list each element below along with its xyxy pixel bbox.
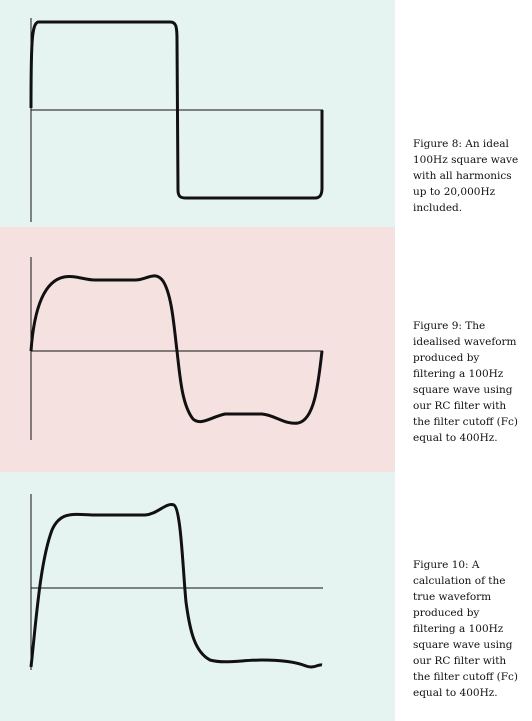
figure-10-panel <box>0 472 395 721</box>
figure-10-plot <box>0 472 395 721</box>
figure-8-caption: Figure 8: An ideal 100Hz square wave with all harmonics up to 20,000Hz included. <box>413 138 519 214</box>
filtered-wave-trace <box>31 276 322 423</box>
figure-10-caption: Figure 10: A calculation of the true waveform produced by filtering a 100Hz square wave using our RC filter with the filter cutoff (Fc) equal to 400Hz. <box>413 559 519 699</box>
figure-8-panel <box>0 0 395 227</box>
figure-9-plot <box>0 227 395 472</box>
figure-9-panel <box>0 227 395 472</box>
true-wave-trace <box>31 505 322 667</box>
figure-8-plot <box>0 0 395 227</box>
figure-9-caption: Figure 9: The idealised waveform produced by filtering a 100Hz square wave using our RC filter with the filter cutoff (Fc) equal to 400Hz. <box>413 320 519 444</box>
